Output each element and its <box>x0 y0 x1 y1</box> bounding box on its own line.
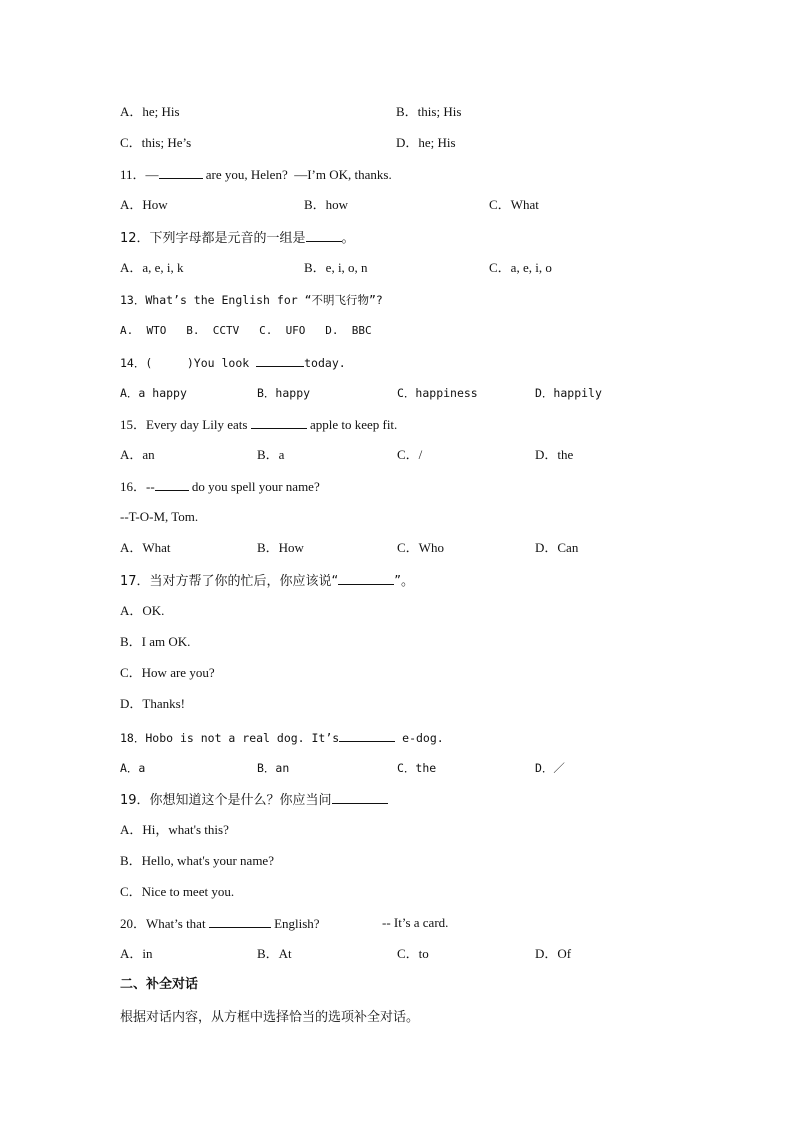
q20-option-b: B．At <box>257 946 292 961</box>
answer-blank <box>155 478 189 491</box>
q18-option-c: C．the <box>397 761 437 775</box>
q15-option-a: A．an <box>120 447 155 462</box>
answer-blank <box>339 729 395 742</box>
answer-blank <box>256 354 304 367</box>
q17-question: 17．当对方帮了你的忙后，你应该说“ ”。 <box>120 574 415 589</box>
q13-options: A. WTO B. CCTV C. UFO D. BBC <box>120 324 372 337</box>
q14-question: 14．( )You look today. <box>120 356 346 370</box>
q20-option-c: C．to <box>397 946 429 961</box>
answer-blank <box>251 416 307 429</box>
q12-option-c: C．a, e, i, o <box>489 260 552 275</box>
q20-question: 20．What’s that English? <box>120 916 320 931</box>
answer-blank <box>159 166 203 179</box>
answer-blank <box>332 791 388 804</box>
answer-blank <box>338 572 394 585</box>
q16-option-b: B．How <box>257 540 304 555</box>
q15-option-b: B．a <box>257 447 285 462</box>
q14-option-b: B．happy <box>257 386 311 400</box>
q11-option-c: C．What <box>489 197 539 212</box>
q12-option-b: B．e, i, o, n <box>304 260 368 275</box>
q19-option-a: A．Hi，what's this? <box>120 822 229 837</box>
q20-response: -- It’s a card. <box>382 915 449 930</box>
answer-blank <box>306 229 342 242</box>
q16-answer-line: --T-O-M, Tom. <box>120 509 199 524</box>
q11-question: 11．— are you, Helen? —I’m OK, thanks. <box>120 167 392 182</box>
q12-question: 12．下列字母都是元音的一组是 。 <box>120 231 355 246</box>
answer-blank <box>209 915 271 928</box>
q18-option-d: D．／ <box>535 761 565 775</box>
q19-option-c: C．Nice to meet you. <box>120 884 235 899</box>
q14-option-a: A．a happy <box>120 386 187 400</box>
q11-option-b: B．how <box>304 197 349 212</box>
q18-option-b: B．an <box>257 761 290 775</box>
q10-option-d: D．he; His <box>396 135 456 150</box>
q15-option-d: D．the <box>535 447 574 462</box>
q16-question: 16．-- do you spell your name? <box>120 479 320 494</box>
q17-option-c: C．How are you? <box>120 665 215 680</box>
q17-option-b: B．I am OK. <box>120 634 191 649</box>
q20-option-a: A．in <box>120 946 153 961</box>
q16-option-d: D．Can <box>535 540 579 555</box>
q19-question: 19．你想知道这个是什么？你应当问 <box>120 791 388 809</box>
q17-option-d: D．Thanks! <box>120 696 185 711</box>
q15-question: 15．Every day Lily eats apple to keep fit. <box>120 417 398 432</box>
q20-option-d: D．Of <box>535 946 572 961</box>
q18-question: 18．Hobo is not a real dog. It’s e-dog. <box>120 731 444 745</box>
q16-option-a: A．What <box>120 540 171 555</box>
section-instruction: 根据对话内容，从方框中选择恰当的选项补全对话。 <box>120 1010 420 1025</box>
q13-question: 13．What’s the English for “不明飞行物”? <box>120 293 383 307</box>
q10-option-c: C．this; He’s <box>120 135 192 150</box>
q14-option-d: D．happily <box>535 386 602 400</box>
q11-option-a: A．How <box>120 197 168 212</box>
q14-option-c: C．happiness <box>397 386 478 400</box>
q16-option-c: C．Who <box>397 540 444 555</box>
q10-option-b: B．this; His <box>396 104 462 119</box>
q10-option-a: A．he; His <box>120 104 180 119</box>
q15-option-c: C．/ <box>397 447 423 462</box>
q19-option-b: B．Hello, what's your name? <box>120 853 274 868</box>
q12-option-a: A．a, e, i, k <box>120 260 184 275</box>
q17-option-a: A．OK. <box>120 603 165 618</box>
section-title: 二、补全对话 <box>120 977 199 992</box>
q18-option-a: A．a <box>120 761 146 775</box>
